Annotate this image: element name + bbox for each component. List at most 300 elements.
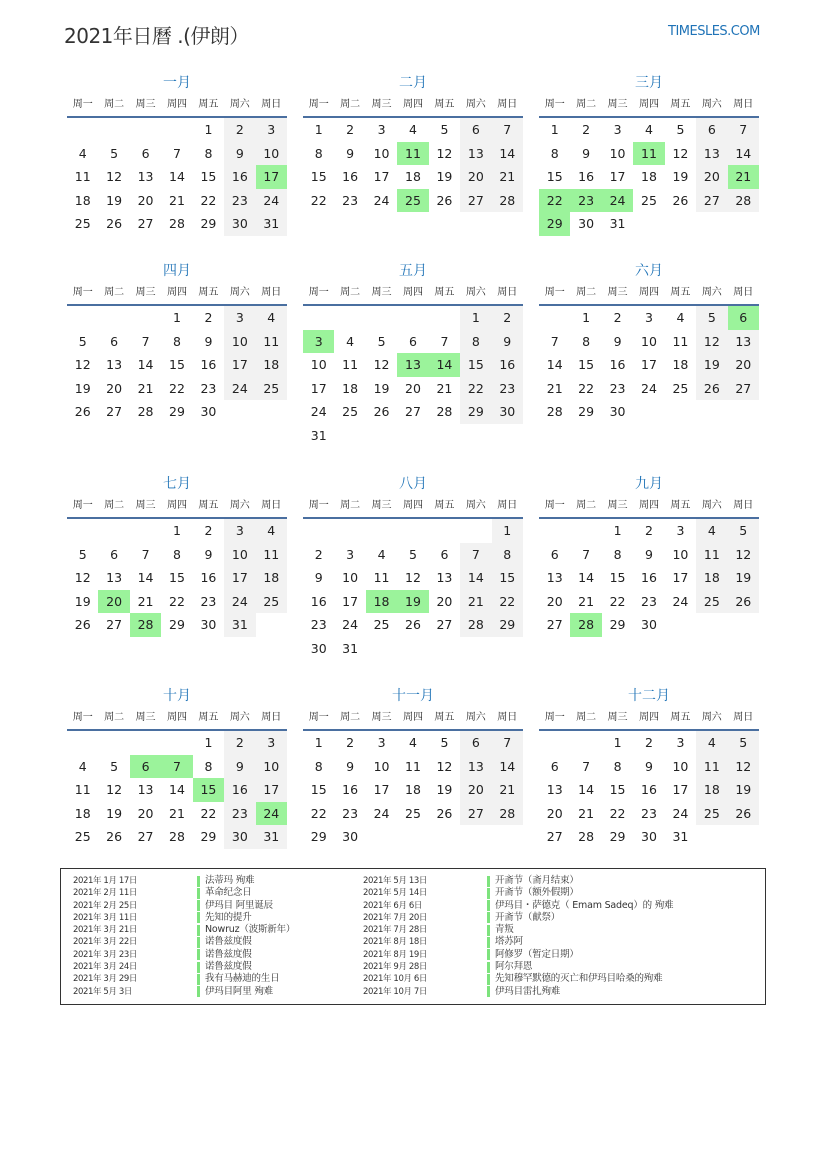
holiday-name: 法蒂玛 殉难 (205, 875, 255, 886)
weekday-label: 周日 (261, 99, 282, 110)
day-cell: 5 (696, 306, 727, 330)
day-cell: 8 (173, 333, 181, 349)
day-cell: 2 (613, 310, 622, 325)
holiday-marker (197, 974, 200, 985)
day-cell: 16 (609, 357, 626, 373)
day-cell: 12 (373, 357, 390, 373)
weekday-label: 周六 (229, 500, 250, 511)
day-cell: 26 (728, 802, 759, 826)
day-cell: 24 (641, 380, 657, 396)
day-cell: 17 (373, 782, 390, 798)
day-cell: 10 (256, 755, 287, 779)
day-cell: 9 (645, 758, 653, 774)
day-cell: 30 (310, 640, 327, 656)
holiday-date: 2021年 10月 7日 (363, 986, 427, 997)
holiday-marker (487, 888, 490, 899)
day-cell: 5 (110, 758, 119, 774)
weekday-label: 周五 (434, 99, 455, 110)
empty-day-cell (397, 306, 428, 330)
month-name: 五月 (399, 263, 427, 279)
empty-day-cell (366, 519, 397, 543)
holiday-name: 开斋节（斋月结束） (495, 875, 579, 886)
weekday-label: 周二 (576, 712, 597, 723)
weekday-header (303, 94, 523, 118)
holiday-date: 2021年 9月 28日 (363, 962, 427, 973)
day-cell: 25 (672, 380, 689, 396)
day-cell: 29 (492, 613, 523, 637)
day-cell: 30 (224, 212, 255, 236)
day-cell: 29 (310, 829, 327, 845)
weekday-label: 周一 (544, 712, 565, 723)
day-cell: 21 (137, 380, 154, 396)
empty-day-cell (67, 519, 98, 543)
day-cell: 9 (346, 145, 355, 161)
day-cell: 13 (460, 142, 491, 166)
month-block (67, 473, 287, 637)
weekday-label: 周六 (229, 287, 250, 298)
day-cell: 12 (106, 782, 123, 798)
day-cell: 18 (696, 566, 727, 590)
day-cell: 3 (613, 122, 622, 137)
day-cell: 5 (78, 546, 87, 562)
day-cell: 21 (546, 380, 563, 396)
day-cell: 9 (645, 546, 653, 562)
day-cell: 17 (641, 357, 657, 373)
day-cell: 3 (377, 122, 386, 137)
day-cell: 28 (728, 189, 759, 213)
day-cell: 13 (460, 755, 491, 779)
site-logo[interactable]: TIMESLES.COM (668, 24, 760, 39)
day-cell: 7 (141, 333, 150, 349)
day-cell: 30 (609, 404, 626, 420)
weekday-label: 周二 (104, 287, 125, 298)
day-cell: 23 (609, 380, 626, 396)
day-cell: 22 (578, 380, 595, 396)
empty-day-cell (334, 519, 365, 543)
holiday-marker (197, 937, 200, 948)
holiday-day-cell: 22 (539, 189, 570, 213)
day-cell: 21 (492, 778, 523, 802)
weekday-label: 周三 (607, 712, 628, 723)
day-cell: 24 (256, 189, 287, 213)
holiday-name: 先知的提升 (205, 911, 252, 923)
day-cell: 10 (224, 330, 255, 354)
day-cell: 18 (696, 778, 727, 802)
weekday-label: 周六 (229, 99, 250, 110)
holiday-day-cell: 7 (161, 755, 192, 779)
weekday-label: 周二 (576, 500, 597, 511)
empty-day-cell (98, 118, 129, 142)
day-cell: 25 (696, 802, 727, 826)
holiday-day-cell: 24 (602, 189, 633, 213)
day-cell: 21 (578, 593, 595, 609)
day-grid (67, 306, 287, 424)
day-cell: 4 (676, 310, 685, 325)
day-cell: 15 (310, 782, 327, 798)
day-cell: 14 (169, 169, 185, 185)
day-cell: 8 (314, 758, 323, 774)
day-cell: 4 (696, 731, 727, 755)
day-cell: 12 (696, 330, 727, 354)
day-cell: 13 (106, 570, 123, 586)
day-cell: 17 (373, 169, 390, 185)
day-cell: 1 (204, 735, 213, 750)
weekday-label: 周三 (371, 500, 392, 511)
weekday-label: 周三 (371, 287, 392, 298)
day-cell: 22 (169, 593, 185, 609)
day-cell: 27 (696, 189, 727, 213)
day-cell: 4 (409, 122, 417, 137)
day-cell: 10 (672, 758, 689, 774)
day-cell: 16 (224, 778, 255, 802)
day-cell: 3 (676, 523, 685, 538)
day-cell: 11 (373, 570, 390, 586)
day-cell: 31 (609, 216, 626, 232)
weekday-label: 周三 (135, 712, 156, 723)
day-cell: 16 (342, 169, 359, 185)
holiday-date: 2021年 10月 6日 (363, 974, 427, 985)
holiday-marker (197, 986, 200, 997)
day-cell: 12 (74, 570, 91, 586)
day-cell: 31 (672, 829, 689, 845)
weekday-label: 周四 (638, 500, 659, 511)
day-cell: 1 (173, 310, 181, 325)
holiday-name: 伊玛目阿里 殉难 (205, 985, 273, 997)
holiday-day-cell: 28 (570, 613, 601, 637)
month-block (539, 72, 759, 236)
day-cell: 3 (346, 546, 355, 562)
day-cell: 11 (256, 330, 287, 354)
day-cell: 12 (436, 758, 453, 774)
weekday-label: 周日 (261, 287, 282, 298)
day-cell: 29 (169, 404, 185, 420)
holiday-list (60, 868, 766, 1005)
day-cell: 8 (582, 333, 591, 349)
day-cell: 1 (204, 122, 213, 137)
day-cell: 14 (578, 570, 595, 586)
day-cell: 3 (224, 519, 255, 543)
day-cell: 17 (672, 782, 689, 798)
month-name: 三月 (635, 75, 663, 91)
holiday-date: 2021年 3月 24日 (73, 962, 137, 973)
day-cell: 14 (492, 142, 523, 166)
day-cell: 22 (492, 590, 523, 614)
day-cell: 17 (609, 169, 626, 185)
day-cell: 2 (224, 731, 255, 755)
day-cell: 22 (200, 805, 217, 821)
day-cell: 20 (405, 380, 421, 396)
weekday-header (303, 495, 523, 519)
holiday-name: Nowruz（波斯新年） (205, 924, 296, 936)
holiday-marker (487, 925, 490, 936)
day-cell: 12 (728, 543, 759, 567)
day-cell: 23 (641, 593, 657, 609)
holiday-name: 伊玛目・萨德克（ Emam Sadeq）的 殉难 (495, 899, 674, 911)
day-cell: 20 (546, 593, 563, 609)
weekday-label: 周一 (544, 99, 565, 110)
weekday-label: 周日 (497, 712, 518, 723)
day-cell: 26 (436, 192, 453, 208)
day-cell: 30 (200, 617, 217, 633)
day-cell: 24 (373, 805, 390, 821)
empty-day-cell (303, 306, 334, 330)
day-cell: 27 (137, 829, 154, 845)
day-cell: 18 (256, 566, 287, 590)
holiday-date: 2021年 3月 29日 (73, 974, 137, 985)
day-cell: 1 (460, 306, 491, 330)
day-cell: 15 (546, 169, 563, 185)
day-cell: 11 (74, 169, 91, 185)
day-cell: 20 (460, 165, 491, 189)
holiday-marker (487, 974, 490, 985)
month-name: 九月 (635, 476, 663, 492)
holiday-name: 伊玛目 阿里诞辰 (205, 899, 273, 911)
day-cell: 25 (696, 590, 727, 614)
weekday-header (539, 707, 759, 731)
day-cell: 14 (578, 782, 595, 798)
day-cell: 14 (137, 570, 154, 586)
holiday-marker (487, 900, 490, 911)
day-cell: 11 (696, 543, 727, 567)
weekday-label: 周三 (607, 287, 628, 298)
day-cell: 30 (492, 400, 523, 424)
day-cell: 7 (492, 118, 523, 142)
day-cell: 2 (204, 310, 213, 325)
day-cell: 2 (346, 735, 355, 750)
day-cell: 25 (373, 617, 390, 633)
holiday-day-cell: 11 (633, 142, 664, 166)
weekday-label: 周四 (166, 500, 187, 511)
day-cell: 3 (256, 731, 287, 755)
day-cell: 19 (74, 593, 91, 609)
day-cell: 4 (409, 735, 417, 750)
weekday-label: 周日 (261, 712, 282, 723)
day-cell: 27 (460, 189, 491, 213)
weekday-label: 周日 (733, 500, 754, 511)
weekday-label: 周六 (465, 500, 486, 511)
day-cell: 2 (204, 523, 213, 538)
month-name: 十二月 (628, 688, 670, 704)
day-cell: 18 (256, 353, 287, 377)
empty-day-cell (539, 519, 570, 543)
empty-day-cell (130, 118, 161, 142)
day-cell: 19 (373, 380, 390, 396)
empty-day-cell (303, 519, 334, 543)
empty-day-cell (161, 731, 192, 755)
holiday-marker (197, 888, 200, 899)
day-cell: 17 (224, 353, 255, 377)
holiday-date: 2021年 8月 19日 (363, 949, 427, 960)
day-cell: 21 (460, 590, 491, 614)
day-cell: 2 (314, 546, 323, 562)
day-cell: 5 (110, 145, 119, 161)
day-cell: 17 (672, 570, 689, 586)
day-cell: 27 (546, 829, 563, 845)
day-cell: 6 (110, 546, 119, 562)
day-grid (303, 306, 523, 448)
day-cell: 16 (342, 782, 359, 798)
empty-day-cell (67, 306, 98, 330)
holiday-marker (197, 962, 200, 973)
holiday-date: 2021年 7月 28日 (363, 925, 427, 936)
weekday-header (539, 94, 759, 118)
weekday-label: 周五 (670, 500, 691, 511)
day-cell: 27 (106, 617, 123, 633)
holiday-name: 诺鲁兹度假 (205, 948, 252, 960)
day-cell: 12 (728, 755, 759, 779)
day-cell: 28 (460, 613, 491, 637)
day-cell: 13 (436, 570, 453, 586)
day-cell: 30 (641, 829, 657, 845)
day-cell: 6 (440, 546, 449, 562)
day-cell: 15 (200, 169, 217, 185)
empty-day-cell (460, 519, 491, 543)
day-grid (303, 519, 523, 661)
weekday-label: 周五 (198, 287, 219, 298)
holiday-date: 2021年 5月 14日 (363, 888, 427, 899)
weekday-label: 周二 (340, 99, 361, 110)
weekday-label: 周五 (198, 99, 219, 110)
day-cell: 8 (613, 546, 622, 562)
day-cell: 18 (405, 169, 421, 185)
day-cell: 30 (578, 216, 595, 232)
day-cell: 7 (582, 546, 591, 562)
holiday-day-cell: 3 (303, 330, 334, 354)
day-cell: 8 (173, 546, 181, 562)
day-cell: 22 (609, 593, 626, 609)
day-cell: 20 (137, 805, 154, 821)
day-grid (539, 118, 759, 236)
weekday-label: 周六 (701, 712, 722, 723)
holiday-name: 革命纪念日 (205, 887, 252, 899)
day-cell: 1 (582, 310, 591, 325)
holiday-day-cell: 19 (397, 590, 428, 614)
holiday-date: 2021年 5月 3日 (73, 986, 132, 997)
weekday-label: 周五 (670, 287, 691, 298)
weekday-label: 周一 (72, 500, 93, 511)
day-cell: 26 (373, 404, 390, 420)
holiday-day-cell: 25 (397, 189, 428, 213)
holiday-date: 2021年 1月 17日 (73, 876, 137, 886)
holiday-day-cell: 11 (397, 142, 428, 166)
day-cell: 27 (106, 404, 123, 420)
holiday-marker (197, 876, 200, 887)
day-cell: 11 (74, 782, 91, 798)
day-cell: 11 (405, 758, 421, 774)
day-cell: 31 (256, 825, 287, 849)
weekday-header (303, 282, 523, 306)
empty-day-cell (130, 731, 161, 755)
day-cell: 1 (613, 523, 622, 538)
weekday-label: 周六 (229, 712, 250, 723)
day-cell: 8 (204, 758, 213, 774)
day-cell: 26 (405, 617, 421, 633)
holiday-name: 开斋节（额外假期） (495, 887, 579, 899)
day-cell: 20 (436, 593, 453, 609)
day-cell: 22 (310, 192, 327, 208)
holiday-day-cell: 24 (256, 802, 287, 826)
holiday-name: 诺鲁兹度假 (205, 961, 252, 973)
day-cell: 14 (169, 782, 185, 798)
day-cell: 15 (609, 782, 626, 798)
day-cell: 16 (578, 169, 595, 185)
day-cell: 23 (310, 617, 327, 633)
day-cell: 1 (314, 735, 323, 750)
day-cell: 26 (436, 805, 453, 821)
month-block (67, 260, 287, 424)
day-grid (303, 731, 523, 849)
day-cell: 4 (256, 306, 287, 330)
empty-day-cell (161, 118, 192, 142)
weekday-label: 周二 (340, 500, 361, 511)
month-name: 十月 (163, 688, 191, 704)
day-cell: 20 (106, 380, 123, 396)
day-cell: 7 (582, 758, 591, 774)
holiday-marker (197, 900, 200, 911)
day-cell: 12 (405, 570, 421, 586)
month-block (539, 260, 759, 424)
day-cell: 19 (728, 566, 759, 590)
weekday-label: 周五 (434, 712, 455, 723)
day-cell: 10 (256, 142, 287, 166)
day-cell: 19 (106, 805, 123, 821)
day-cell: 6 (550, 546, 559, 562)
empty-day-cell (98, 519, 129, 543)
day-cell: 16 (200, 570, 217, 586)
empty-day-cell (539, 306, 570, 330)
day-cell: 1 (613, 735, 622, 750)
day-cell: 17 (310, 380, 327, 396)
day-cell: 9 (204, 333, 213, 349)
holiday-day-cell: 28 (130, 613, 161, 637)
day-cell: 9 (314, 570, 323, 586)
holiday-date: 2021年 3月 21日 (73, 925, 137, 936)
day-cell: 21 (578, 805, 595, 821)
holiday-day-cell: 15 (193, 778, 224, 802)
day-cell: 6 (460, 118, 491, 142)
day-cell: 13 (137, 169, 154, 185)
day-cell: 20 (460, 778, 491, 802)
day-cell: 24 (672, 805, 689, 821)
day-cell: 14 (728, 142, 759, 166)
holiday-date: 2021年 3月 23日 (73, 949, 137, 960)
day-cell: 13 (546, 782, 563, 798)
empty-day-cell (67, 118, 98, 142)
day-cell: 26 (696, 377, 727, 401)
weekday-label: 周五 (198, 500, 219, 511)
day-cell: 26 (672, 192, 689, 208)
month-block (67, 685, 287, 849)
day-cell: 26 (106, 216, 123, 232)
day-cell: 28 (436, 404, 453, 420)
day-cell: 18 (672, 357, 689, 373)
weekday-label: 周一 (544, 500, 565, 511)
day-cell: 28 (578, 829, 595, 845)
day-cell: 7 (440, 333, 449, 349)
day-cell: 6 (550, 758, 559, 774)
day-cell: 29 (200, 829, 217, 845)
day-cell: 5 (440, 122, 449, 137)
day-cell: 15 (578, 357, 595, 373)
weekday-label: 周五 (670, 99, 691, 110)
day-cell: 29 (609, 829, 626, 845)
day-cell: 9 (224, 755, 255, 779)
weekday-label: 周五 (434, 500, 455, 511)
day-cell: 16 (224, 165, 255, 189)
day-cell: 5 (728, 731, 759, 755)
month-name: 二月 (399, 75, 427, 91)
day-cell: 19 (672, 169, 689, 185)
